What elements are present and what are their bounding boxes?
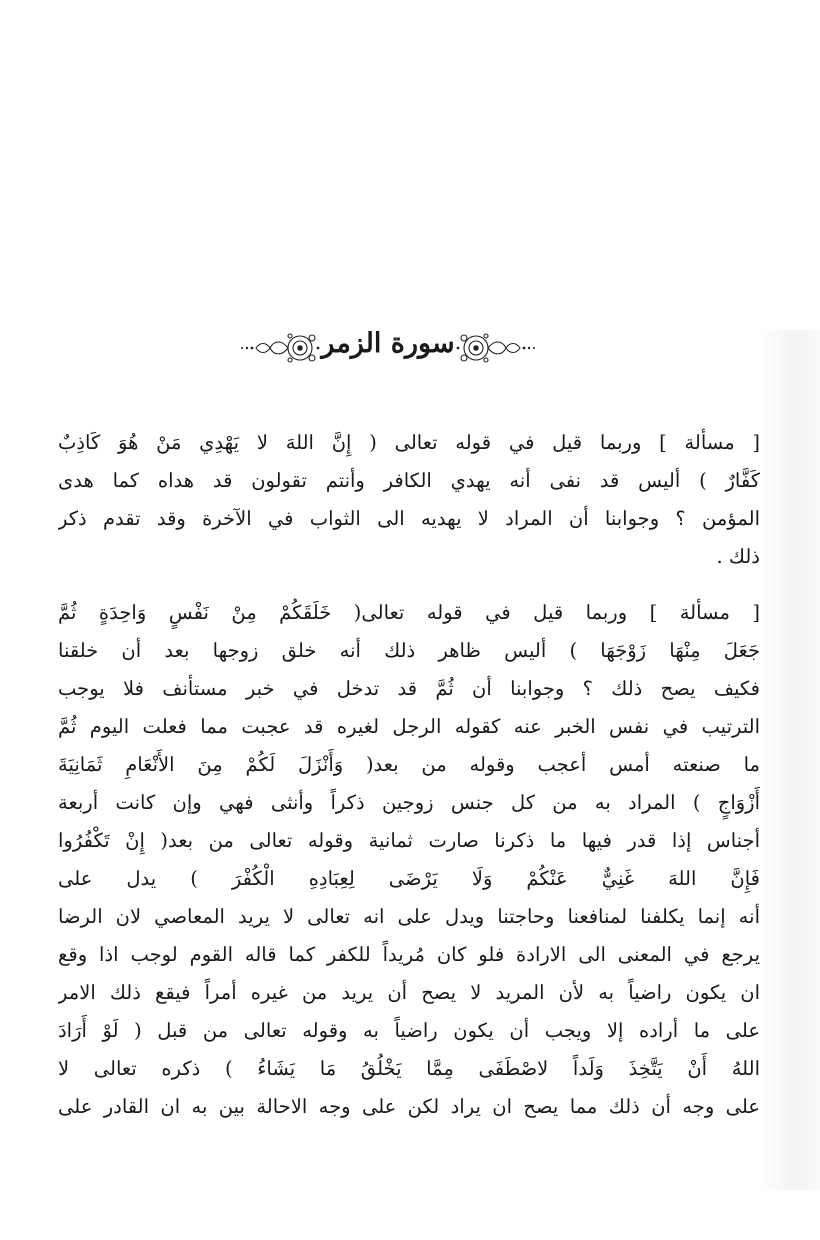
- paragraph-question-2: [58, 594, 760, 1126]
- ornament-left-icon: [452, 330, 538, 366]
- text-line: اللهُ أَنْ يَتَّخِذَ وَلَداً لاصْطَفَى مِمَّا يَخْلُقُ مَا يَشَاءُ ) ذكره تعالى لا: [58, 1057, 760, 1080]
- text-line: كَفَّارٌ ) أليس قد نفى أنه يهدي الكافر وأنتم تقولون قد هداه كما هدى: [58, 469, 760, 492]
- text-line: الترتيب في نفس الخبر عنه كقوله الرجل لغيره قد عجبت مما فعلت اليوم ثُمَّ: [58, 715, 760, 738]
- text-line: على ما أراده إلا ويجب أن يكون راضياً به وقوله تعالى من قبل ( لَوْ أَرَادَ: [58, 1019, 760, 1042]
- text-line: على وجه أن ذلك مما يصح ان يراد لكن على وجه الاحالة بين به ان القادر على: [58, 1095, 760, 1118]
- text-line: فكيف يصح ذلك ؟ وجوابنا أن ثُمَّ قد تدخل في خبر مستأنف فلا يوجب: [58, 677, 760, 700]
- page-edge-shadow: [760, 330, 820, 1190]
- sura-heading: [0, 322, 820, 382]
- text-line: ذلك .: [716, 545, 760, 568]
- sura-title: سورة الزمر: [321, 328, 455, 359]
- text-line: المؤمن ؟ وجوابنا أن المراد لا يهديه الى الثواب في الآخرة وقد تقدم ذكر: [58, 507, 760, 530]
- text-line: أنه إنما يكلفنا لمنافعنا وحاجتنا ويدل على انه تعالى لا يريد المعاصي لان الرضا: [58, 905, 760, 928]
- ornament-right-icon: [238, 330, 324, 366]
- text-line: ما صنعته أمس أعجب وقوله من بعد( وَأَنْزَلَ لَكُمْ مِنَ الأَنْعَامِ ثَمَانِيَةَ: [58, 753, 760, 776]
- text-line: فَإِنَّ اللهَ غَنِيٌّ عَنْكُمْ وَلَا يَرْضَى لِعِبَادِهِ الْكُفْرَ ) يدل على: [58, 867, 760, 890]
- text-line: أَزْوَاجٍ ) المراد به من كل جنس زوجين ذكراً وأنثى فهي وإن كانت أربعة: [58, 791, 760, 814]
- text-line: جَعَلَ مِنْهَا زَوْجَهَا ) أليس ظاهر ذلك أنه خلق زوجها بعد أن خلقنا: [58, 639, 760, 662]
- paragraph-question-1: [58, 424, 760, 576]
- text-line: ان يكون راضياً به لأن المريد لا يصح أن يريد من غيره أمراً فيقع ذلك الامر: [58, 981, 760, 1004]
- text-line: يرجع في المعنى الى الارادة فلو كان مُريداً للكفر كما قاله القوم لوجب اذا وقع: [58, 943, 760, 966]
- text-line: أجناس إذا قدر فيها ما ذكرنا صارت ثمانية وقوله تعالى من بعد( إِنْ تَكْفُرُوا: [58, 829, 760, 852]
- text-line: [ مسألة ] وربما قيل في قوله تعالى ( إِنَّ اللهَ لا يَهْدِي مَنْ هُوَ كَاذِبٌ: [58, 431, 760, 454]
- text-line: [ مسألة ] وربما قيل في قوله تعالى( خَلَقَكُمْ مِنْ نَفْسٍ وَاحِدَةٍ ثُمَّ: [58, 601, 760, 624]
- sura-heading-frame: [238, 322, 538, 382]
